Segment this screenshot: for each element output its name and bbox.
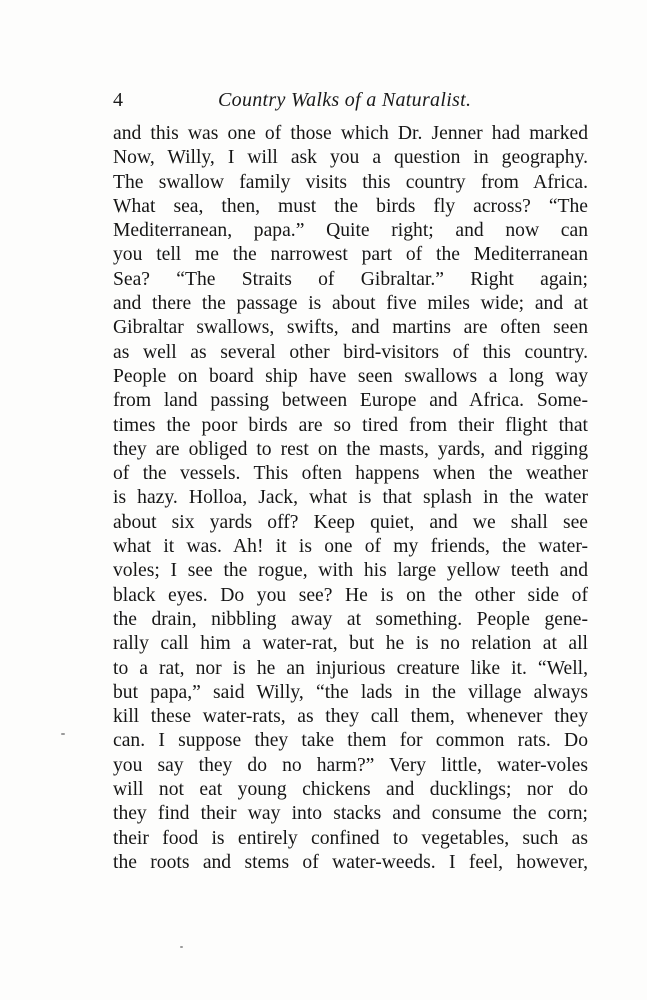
text-line: People on board ship have seen swallows a long way: [113, 365, 588, 387]
text-line: what it was. Ah! it is one of my friends, the water-: [113, 536, 588, 558]
text-line: and there the passage is about five miles wide; and at: [113, 293, 588, 315]
text-line: is hazy. Holloa, Jack, what is that splash in the water: [113, 487, 588, 509]
text-line: and this was one of those which Dr. Jenner had marked: [113, 123, 588, 144]
text-line: to a rat, nor is he an injurious creature like it. “Well,: [113, 657, 588, 679]
text-line: of the vessels. This often happens when the weather: [113, 463, 588, 485]
text-line: The swallow family visits this country from Africa.: [113, 171, 588, 193]
text-line: the roots and stems of water-weeds. I feel, however,: [113, 851, 588, 873]
text-line: What sea, then, must the birds fly across? “The: [113, 195, 588, 217]
text-line: about six yards off? Keep quiet, and we shall see: [113, 511, 588, 533]
page-number: 4: [113, 89, 123, 111]
text-line: but papa,” said Willy, “the lads in the village always: [113, 681, 588, 703]
text-line: Gibraltar swallows, swifts, and martins are often seen: [113, 317, 588, 339]
text-line: times the poor birds are so tired from their flight that: [113, 414, 588, 436]
text-line: Mediterranean, papa.” Quite right; and now can: [113, 220, 588, 242]
text-line: their food is entirely confined to vegetables, such as: [113, 827, 588, 849]
text-line: can. I suppose they take them for common rats. Do: [113, 730, 588, 752]
body-text: [113, 122, 588, 875]
text-line: as well as several other bird-visitors of this country.: [113, 341, 588, 363]
text-line: they find their way into stacks and consume the corn;: [113, 803, 588, 825]
text-line: the drain, nibbling away at something. People gene-: [113, 608, 588, 630]
text-line: kill these water-rats, as they call them, whenever they: [113, 706, 588, 728]
running-head: [113, 86, 588, 114]
text-line: you say they do no harm?” Very little, water-voles: [113, 754, 588, 776]
paper-speck: [180, 946, 183, 948]
text-line: from land passing between Europe and Africa. Some-: [113, 390, 588, 412]
text-line: Sea? “The Straits of Gibraltar.” Right again;: [113, 268, 588, 290]
text-line: will not eat young chickens and ducklings; nor do: [113, 779, 588, 801]
paper-speck: [61, 733, 65, 735]
running-title: Country Walks of a Naturalist.: [218, 89, 472, 111]
text-line: rally call him a water-rat, but he is no relation at all: [113, 633, 588, 655]
text-line: Now, Willy, I will ask you a question in geography.: [113, 147, 588, 169]
text-line: black eyes. Do you see? He is on the other side of: [113, 584, 588, 606]
text-line: you tell me the narrowest part of the Mediterranean: [113, 244, 588, 266]
text-line: they are obliged to rest on the masts, yards, and rigging: [113, 438, 588, 460]
text-line: voles; I see the rogue, with his large yellow teeth and: [113, 560, 588, 582]
